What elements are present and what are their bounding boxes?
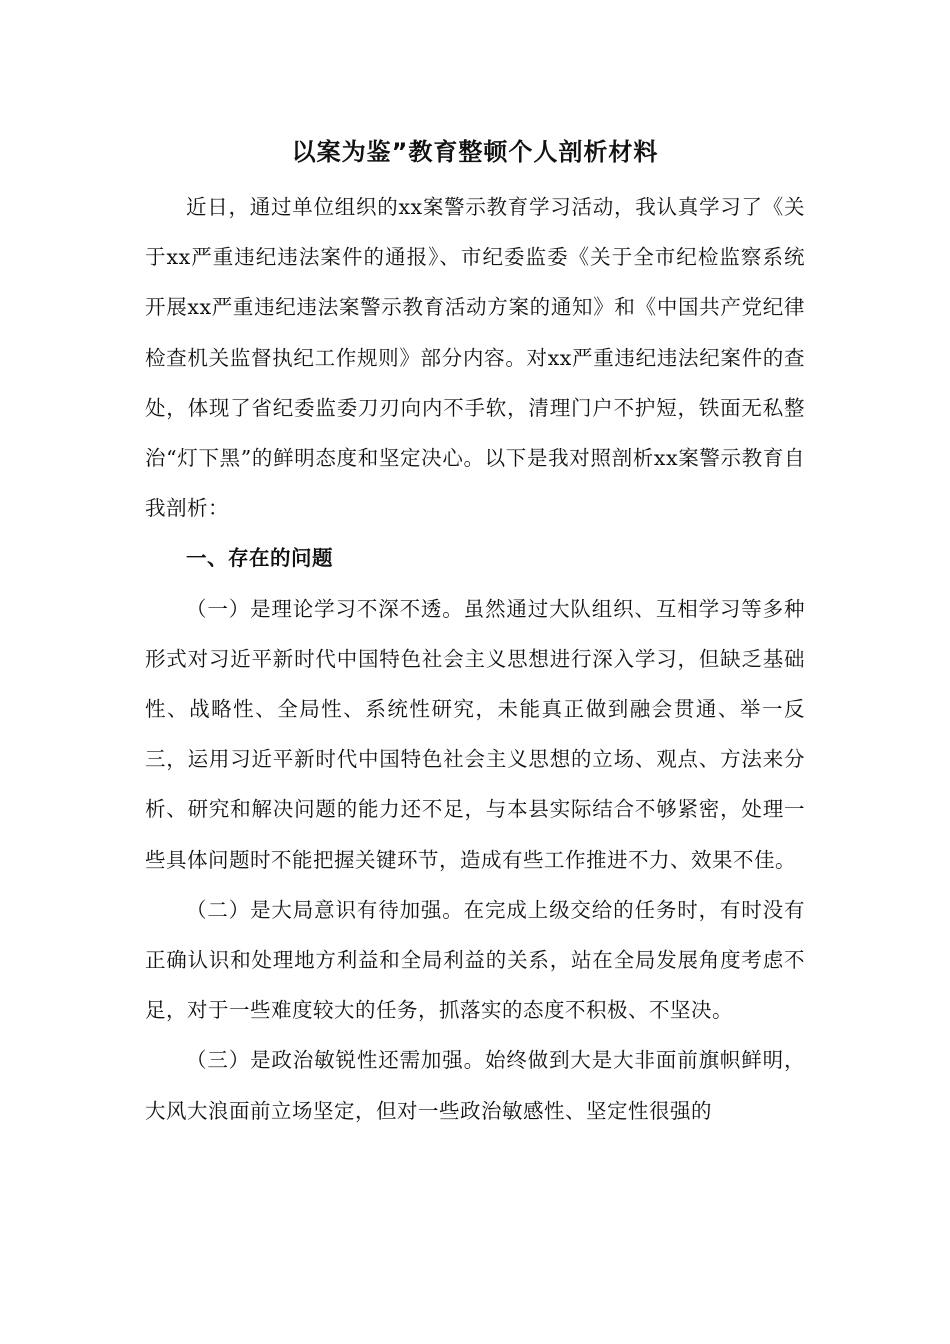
section-heading-problems: 一、存在的问题: [186, 546, 333, 571]
problem-point-1: （一）是理论学习不深不透。虽然通过大队组织、互相学习等多种形式对习近平新时代中国特色社会主义思想进行深入学习，但缺乏基础性、战略性、全局性、系统性研究，未能真正做到融会贯通、举一反三，运用习近平新时代中国特色社会主义思想的立场、观点、方法来分析、研究和解决问题的能力还不足，与本县实际结合不够紧密，处理一些具体问题时不能把握关键环节，造成有些工作推进不力、效果不佳。: [145, 596, 805, 872]
intro-paragraph: 近日，通过单位组织的xx案警示教育学习活动，我认真学习了《关于xx严重违纪违法案件的通报》、市纪委监委《关于全市纪检监察系统开展xx严重违纪违法案警示教育活动方案的通知》和《中国共产党纪律检查机关监督执纪工作规则》部分内容。对xx严重违纪违法纪案件的查处，体现了省纪委监委刀刃向内不手软，清理门户不护短，铁面无私整治“灯下黑”的鲜明态度和坚定决心。以下是我对照剖析xx案警示教育自我剖析：: [145, 195, 805, 521]
document-body: [145, 130, 805, 1136]
problem-point-3: （三）是政治敏锐性还需加强。始终做到大是大非面前旗帜鲜明，大风大浪面前立场坚定，但对一些政治敏感性、坚定性很强的: [145, 1048, 805, 1123]
document-title: 以案为鉴”教育整顿个人剖析材料: [291, 138, 659, 166]
problem-point-2: （二）是大局意识有待加强。在完成上级交给的任务时，有时没有正确认识和处理地方利益和全局利益的关系，站在全局发展角度考虑不足，对于一些难度较大的任务，抓落实的态度不积极、不坚决。: [145, 897, 805, 1023]
